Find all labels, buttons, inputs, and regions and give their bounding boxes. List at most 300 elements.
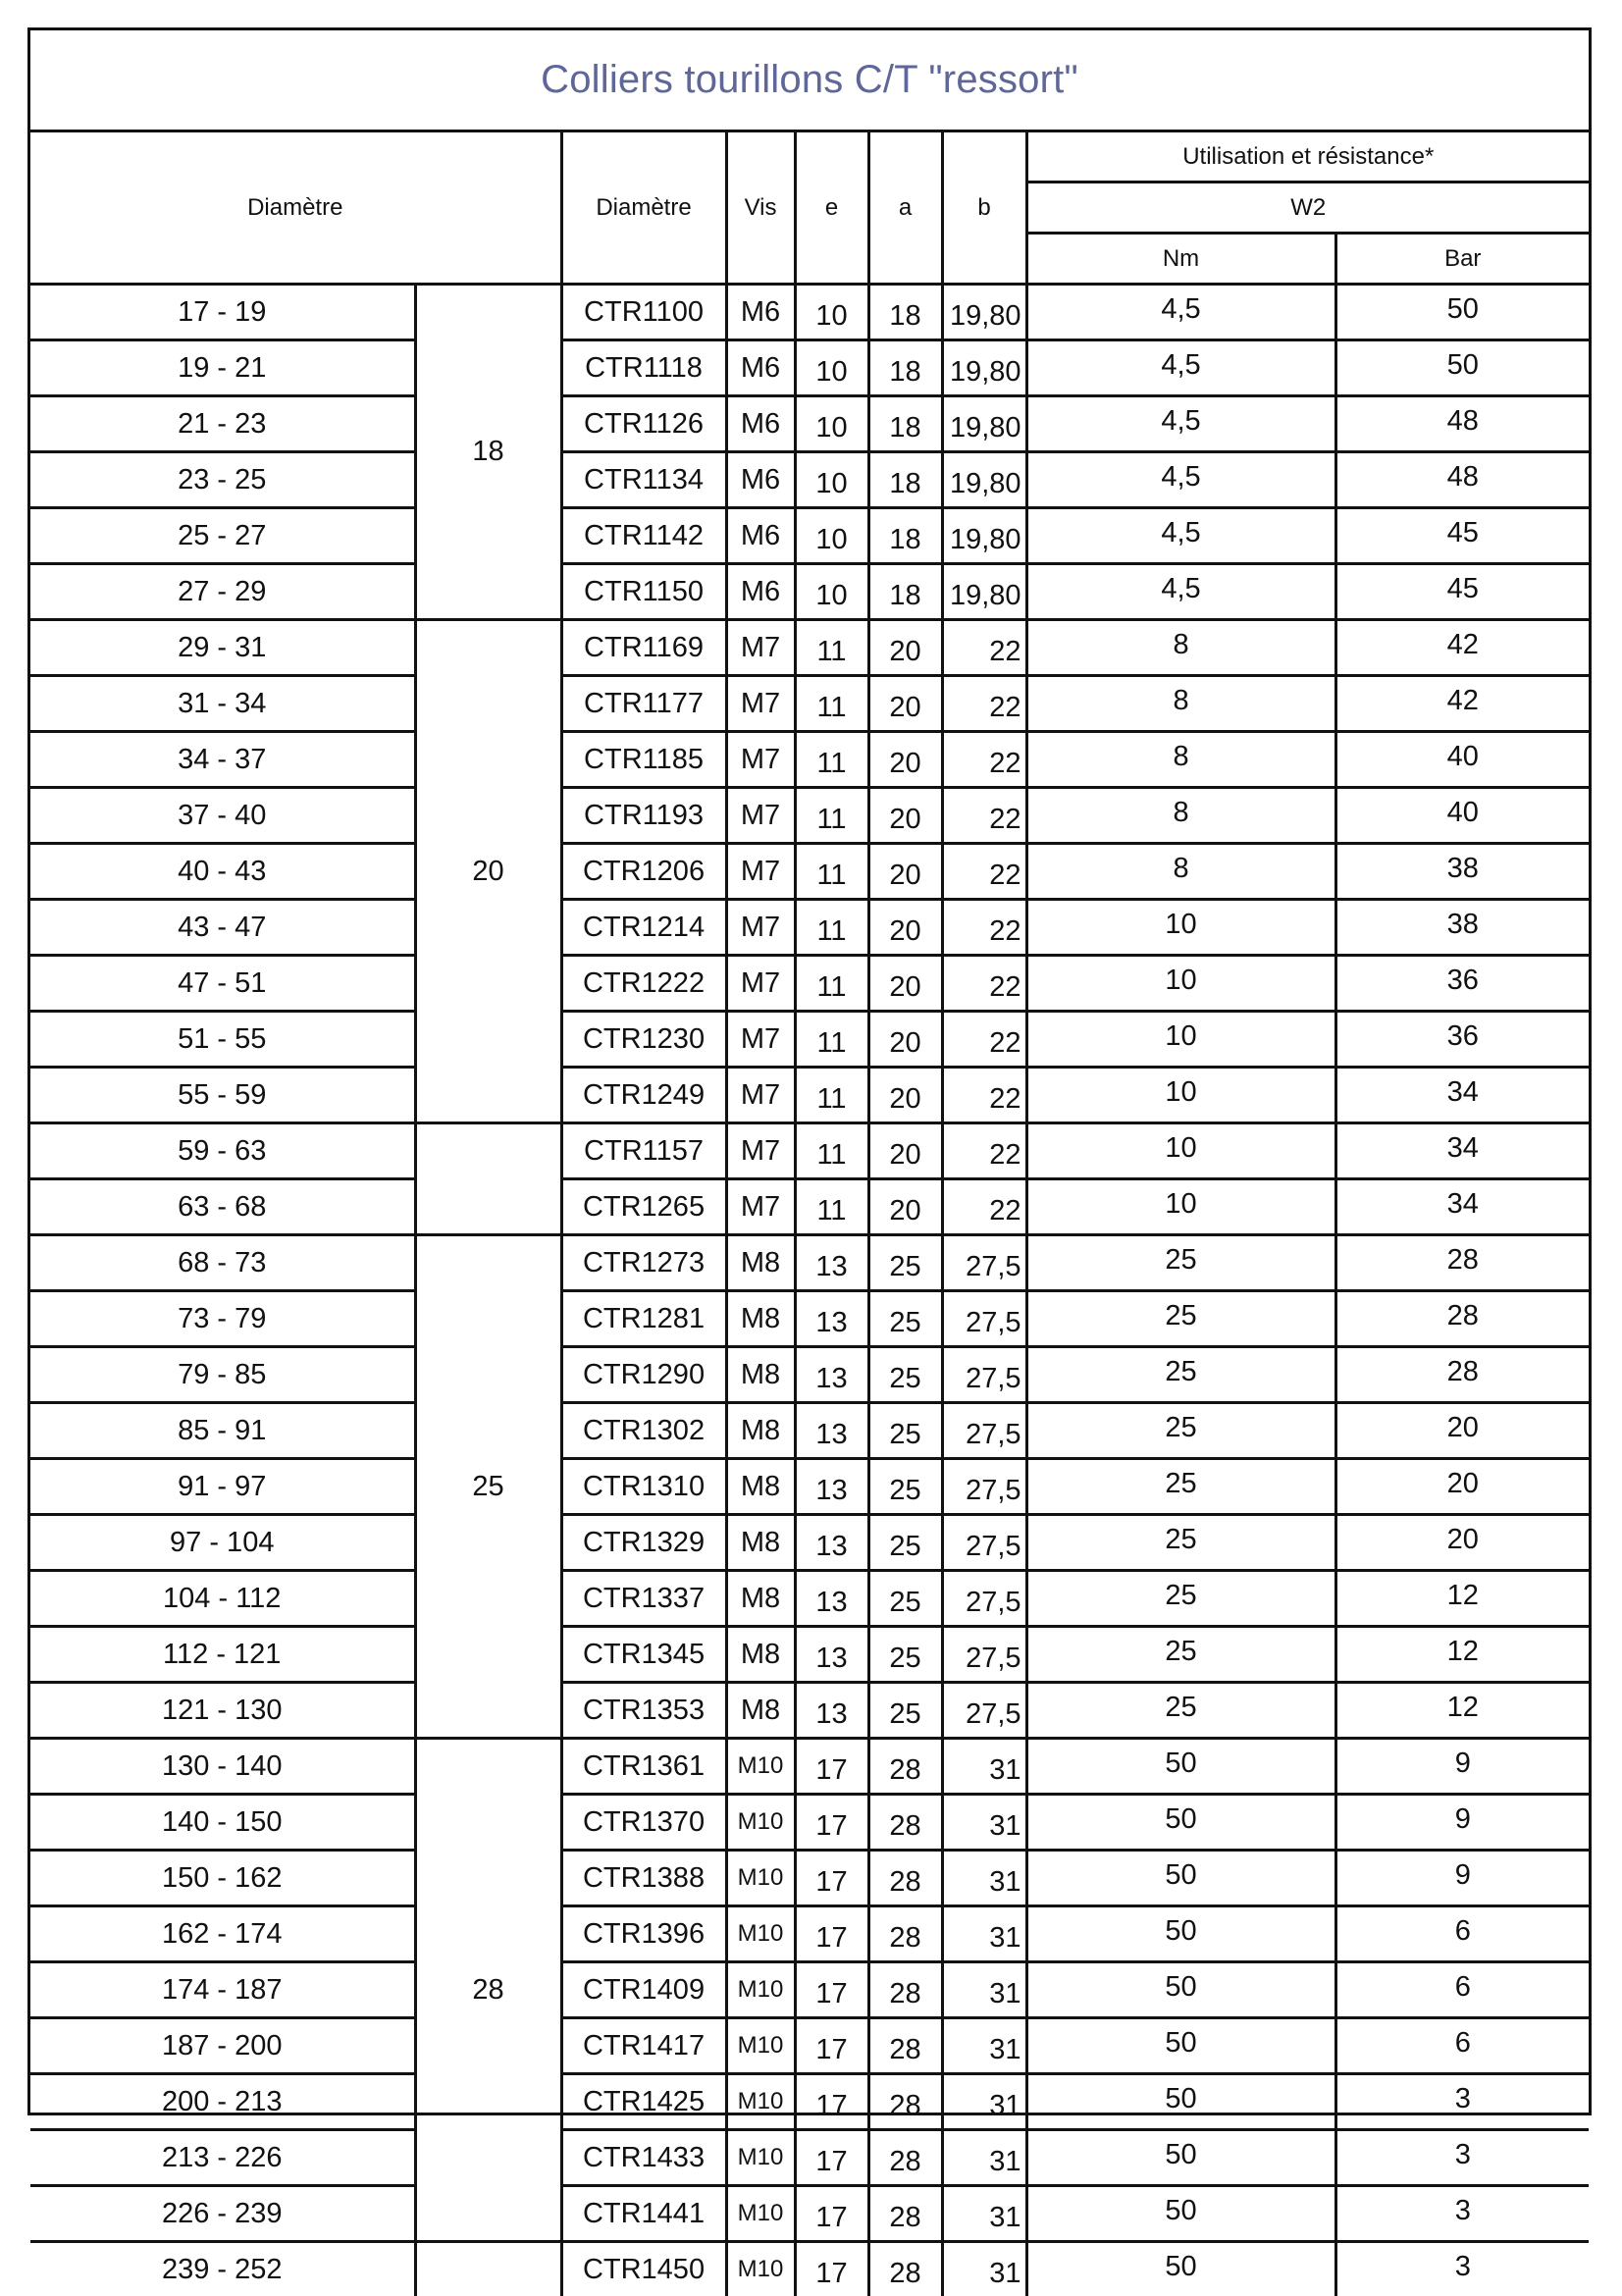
cell-vis: M8 bbox=[726, 1571, 795, 1627]
cell-ref: CTR1345 bbox=[561, 1627, 726, 1683]
cell-b: 22 bbox=[942, 788, 1026, 844]
cell-b: 22 bbox=[942, 620, 1026, 676]
cell-ref: CTR1273 bbox=[561, 1235, 726, 1291]
page-title: Colliers tourillons C/T "ressort" bbox=[541, 58, 1078, 102]
cell-vis: M10 bbox=[726, 2018, 795, 2074]
cell-ref: CTR1222 bbox=[561, 956, 726, 1012]
cell-nm: 25 bbox=[1026, 1291, 1335, 1347]
cell-e: 10 bbox=[795, 340, 868, 396]
cell-a: 25 bbox=[868, 1627, 942, 1683]
cell-b: 22 bbox=[942, 900, 1026, 956]
cell-nm: 50 bbox=[1026, 1739, 1335, 1795]
cell-a: 28 bbox=[868, 1739, 942, 1795]
cell-vis: M10 bbox=[726, 2130, 795, 2186]
header-diametre-ref: Diamètre bbox=[561, 132, 726, 285]
cell-range: 85 - 91 bbox=[30, 1403, 415, 1459]
cell-b: 31 bbox=[942, 1962, 1026, 2018]
cell-b: 27,5 bbox=[942, 1235, 1026, 1291]
cell-ref: CTR1193 bbox=[561, 788, 726, 844]
cell-nm: 8 bbox=[1026, 620, 1335, 676]
table-row bbox=[30, 2018, 1589, 2074]
cell-vis: M10 bbox=[726, 2074, 795, 2130]
cell-range: 40 - 43 bbox=[30, 844, 415, 900]
cell-range: 140 - 150 bbox=[30, 1795, 415, 1851]
cell-e: 17 bbox=[795, 1962, 868, 2018]
table-row bbox=[30, 285, 1589, 340]
cell-bar: 48 bbox=[1335, 452, 1589, 508]
table-row bbox=[30, 2186, 1589, 2242]
cell-ref: CTR1417 bbox=[561, 2018, 726, 2074]
cell-a: 20 bbox=[868, 844, 942, 900]
cell-ref: CTR1126 bbox=[561, 396, 726, 452]
table-row bbox=[30, 452, 1589, 508]
cell-bar: 3 bbox=[1335, 2186, 1589, 2242]
cell-a: 25 bbox=[868, 1571, 942, 1627]
table-row bbox=[30, 1683, 1589, 1739]
cell-b: 19,80 bbox=[942, 396, 1026, 452]
cell-range: 59 - 63 bbox=[30, 1123, 415, 1179]
cell-nm: 10 bbox=[1026, 900, 1335, 956]
cell-e: 10 bbox=[795, 396, 868, 452]
cell-bar: 36 bbox=[1335, 956, 1589, 1012]
cell-e: 11 bbox=[795, 900, 868, 956]
cell-e: 10 bbox=[795, 508, 868, 564]
cell-bar: 28 bbox=[1335, 1291, 1589, 1347]
cell-ref: CTR1142 bbox=[561, 508, 726, 564]
cell-nm: 4,5 bbox=[1026, 452, 1335, 508]
table-row bbox=[30, 1962, 1589, 2018]
cell-ref: CTR1353 bbox=[561, 1683, 726, 1739]
cell-range: 73 - 79 bbox=[30, 1291, 415, 1347]
cell-b: 22 bbox=[942, 956, 1026, 1012]
cell-nm: 8 bbox=[1026, 676, 1335, 732]
cell-b: 19,80 bbox=[942, 508, 1026, 564]
table-row bbox=[30, 508, 1589, 564]
cell-b: 19,80 bbox=[942, 340, 1026, 396]
table-row bbox=[30, 844, 1589, 900]
cell-e: 17 bbox=[795, 2130, 868, 2186]
cell-vis: M7 bbox=[726, 1012, 795, 1068]
cell-vis: M10 bbox=[726, 1962, 795, 2018]
table-row bbox=[30, 564, 1589, 620]
table-row bbox=[30, 676, 1589, 732]
table-row bbox=[30, 900, 1589, 956]
cell-e: 10 bbox=[795, 564, 868, 620]
cell-ref: CTR1230 bbox=[561, 1012, 726, 1068]
header-b: b bbox=[942, 132, 1026, 285]
cell-b: 27,5 bbox=[942, 1291, 1026, 1347]
cell-vis: M8 bbox=[726, 1403, 795, 1459]
cell-bar: 6 bbox=[1335, 1906, 1589, 1962]
header-nm: Nm bbox=[1026, 234, 1335, 285]
cell-range: 19 - 21 bbox=[30, 340, 415, 396]
cell-e: 11 bbox=[795, 1123, 868, 1179]
cell-nm: 10 bbox=[1026, 956, 1335, 1012]
cell-nm: 10 bbox=[1026, 1068, 1335, 1123]
cell-vis: M8 bbox=[726, 1515, 795, 1571]
cell-a: 18 bbox=[868, 340, 942, 396]
cell-ref: CTR1206 bbox=[561, 844, 726, 900]
table-row bbox=[30, 1739, 1589, 1795]
cell-range: 200 - 213 bbox=[30, 2074, 415, 2130]
cell-range: 29 - 31 bbox=[30, 620, 415, 676]
cell-b: 31 bbox=[942, 1851, 1026, 1906]
cell-bar: 50 bbox=[1335, 285, 1589, 340]
cell-group-diameter: 25 bbox=[415, 1235, 561, 1739]
cell-vis: M6 bbox=[726, 285, 795, 340]
cell-bar: 12 bbox=[1335, 1571, 1589, 1627]
cell-e: 17 bbox=[795, 2242, 868, 2296]
cell-range: 187 - 200 bbox=[30, 2018, 415, 2074]
header-utilisation: Utilisation et résistance* bbox=[1026, 132, 1589, 183]
cell-b: 27,5 bbox=[942, 1571, 1026, 1627]
cell-vis: M10 bbox=[726, 1851, 795, 1906]
cell-ref: CTR1441 bbox=[561, 2186, 726, 2242]
table-header bbox=[30, 132, 1589, 285]
table-row bbox=[30, 396, 1589, 452]
cell-bar: 28 bbox=[1335, 1347, 1589, 1403]
cell-bar: 34 bbox=[1335, 1179, 1589, 1235]
cell-nm: 10 bbox=[1026, 1179, 1335, 1235]
cell-e: 11 bbox=[795, 620, 868, 676]
cell-group-diameter bbox=[415, 2242, 561, 2296]
cell-nm: 50 bbox=[1026, 1906, 1335, 1962]
cell-b: 27,5 bbox=[942, 1403, 1026, 1459]
cell-vis: M8 bbox=[726, 1235, 795, 1291]
cell-nm: 8 bbox=[1026, 844, 1335, 900]
cell-e: 17 bbox=[795, 2074, 868, 2130]
cell-vis: M8 bbox=[726, 1347, 795, 1403]
cell-nm: 8 bbox=[1026, 788, 1335, 844]
table-row bbox=[30, 1291, 1589, 1347]
cell-nm: 50 bbox=[1026, 2074, 1335, 2130]
cell-b: 27,5 bbox=[942, 1515, 1026, 1571]
cell-e: 13 bbox=[795, 1235, 868, 1291]
cell-bar: 12 bbox=[1335, 1627, 1589, 1683]
cell-a: 25 bbox=[868, 1683, 942, 1739]
cell-nm: 4,5 bbox=[1026, 508, 1335, 564]
cell-ref: CTR1425 bbox=[561, 2074, 726, 2130]
table-row bbox=[30, 340, 1589, 396]
cell-bar: 45 bbox=[1335, 564, 1589, 620]
cell-ref: CTR1361 bbox=[561, 1739, 726, 1795]
cell-bar: 40 bbox=[1335, 788, 1589, 844]
cell-b: 31 bbox=[942, 2074, 1026, 2130]
cell-e: 17 bbox=[795, 1851, 868, 1906]
table-row bbox=[30, 2074, 1589, 2130]
cell-a: 25 bbox=[868, 1459, 942, 1515]
cell-e: 13 bbox=[795, 1571, 868, 1627]
header-bar: Bar bbox=[1335, 234, 1589, 285]
cell-ref: CTR1388 bbox=[561, 1851, 726, 1906]
cell-vis: M6 bbox=[726, 452, 795, 508]
cell-range: 150 - 162 bbox=[30, 1851, 415, 1906]
cell-range: 43 - 47 bbox=[30, 900, 415, 956]
cell-e: 17 bbox=[795, 1906, 868, 1962]
cell-vis: M7 bbox=[726, 1068, 795, 1123]
cell-range: 104 - 112 bbox=[30, 1571, 415, 1627]
cell-bar: 6 bbox=[1335, 2018, 1589, 2074]
cell-a: 20 bbox=[868, 1123, 942, 1179]
table-row bbox=[30, 1068, 1589, 1123]
cell-nm: 25 bbox=[1026, 1347, 1335, 1403]
cell-vis: M10 bbox=[726, 2186, 795, 2242]
cell-a: 18 bbox=[868, 396, 942, 452]
cell-range: 25 - 27 bbox=[30, 508, 415, 564]
cell-group-diameter: 28 bbox=[415, 1739, 561, 2242]
cell-bar: 42 bbox=[1335, 620, 1589, 676]
table-body bbox=[30, 285, 1589, 2296]
cell-nm: 50 bbox=[1026, 1795, 1335, 1851]
cell-vis: M8 bbox=[726, 1291, 795, 1347]
table-row bbox=[30, 1851, 1589, 1906]
cell-e: 17 bbox=[795, 2018, 868, 2074]
cell-group-diameter: 18 bbox=[415, 285, 561, 620]
cell-b: 27,5 bbox=[942, 1627, 1026, 1683]
cell-e: 13 bbox=[795, 1627, 868, 1683]
table-row bbox=[30, 1906, 1589, 1962]
cell-bar: 9 bbox=[1335, 1739, 1589, 1795]
cell-a: 25 bbox=[868, 1291, 942, 1347]
cell-range: 130 - 140 bbox=[30, 1739, 415, 1795]
cell-b: 22 bbox=[942, 844, 1026, 900]
table-row bbox=[30, 1179, 1589, 1235]
cell-nm: 4,5 bbox=[1026, 564, 1335, 620]
cell-range: 34 - 37 bbox=[30, 732, 415, 788]
cell-b: 31 bbox=[942, 2130, 1026, 2186]
cell-e: 13 bbox=[795, 1459, 868, 1515]
cell-bar: 38 bbox=[1335, 844, 1589, 900]
cell-vis: M7 bbox=[726, 788, 795, 844]
cell-a: 18 bbox=[868, 564, 942, 620]
cell-range: 239 - 252 bbox=[30, 2242, 415, 2296]
cell-ref: CTR1409 bbox=[561, 1962, 726, 2018]
cell-ref: CTR1157 bbox=[561, 1123, 726, 1179]
cell-e: 11 bbox=[795, 676, 868, 732]
cell-vis: M8 bbox=[726, 1683, 795, 1739]
cell-range: 68 - 73 bbox=[30, 1235, 415, 1291]
table-row bbox=[30, 788, 1589, 844]
cell-a: 28 bbox=[868, 2018, 942, 2074]
cell-b: 31 bbox=[942, 2186, 1026, 2242]
cell-vis: M7 bbox=[726, 956, 795, 1012]
cell-ref: CTR1396 bbox=[561, 1906, 726, 1962]
cell-group-diameter: 20 bbox=[415, 620, 561, 1123]
header-e: e bbox=[795, 132, 868, 285]
cell-range: 37 - 40 bbox=[30, 788, 415, 844]
table-row bbox=[30, 732, 1589, 788]
cell-a: 25 bbox=[868, 1347, 942, 1403]
cell-vis: M8 bbox=[726, 1459, 795, 1515]
cell-b: 19,80 bbox=[942, 564, 1026, 620]
cell-b: 22 bbox=[942, 1123, 1026, 1179]
cell-e: 13 bbox=[795, 1347, 868, 1403]
cell-vis: M7 bbox=[726, 676, 795, 732]
cell-a: 20 bbox=[868, 788, 942, 844]
cell-e: 11 bbox=[795, 956, 868, 1012]
cell-nm: 50 bbox=[1026, 1851, 1335, 1906]
cell-nm: 25 bbox=[1026, 1459, 1335, 1515]
table-row bbox=[30, 1627, 1589, 1683]
cell-bar: 45 bbox=[1335, 508, 1589, 564]
cell-range: 174 - 187 bbox=[30, 1962, 415, 2018]
cell-bar: 36 bbox=[1335, 1012, 1589, 1068]
cell-bar: 9 bbox=[1335, 1851, 1589, 1906]
cell-b: 31 bbox=[942, 2242, 1026, 2296]
cell-range: 112 - 121 bbox=[30, 1627, 415, 1683]
cell-bar: 9 bbox=[1335, 1795, 1589, 1851]
cell-b: 22 bbox=[942, 1012, 1026, 1068]
cell-bar: 3 bbox=[1335, 2242, 1589, 2296]
cell-nm: 50 bbox=[1026, 1962, 1335, 2018]
cell-nm: 50 bbox=[1026, 2018, 1335, 2074]
cell-range: 27 - 29 bbox=[30, 564, 415, 620]
cell-range: 55 - 59 bbox=[30, 1068, 415, 1123]
cell-e: 10 bbox=[795, 285, 868, 340]
cell-bar: 34 bbox=[1335, 1068, 1589, 1123]
cell-a: 20 bbox=[868, 732, 942, 788]
cell-ref: CTR1249 bbox=[561, 1068, 726, 1123]
cell-nm: 25 bbox=[1026, 1403, 1335, 1459]
cell-ref: CTR1302 bbox=[561, 1403, 726, 1459]
table-row bbox=[30, 956, 1589, 1012]
cell-range: 213 - 226 bbox=[30, 2130, 415, 2186]
cell-vis: M7 bbox=[726, 1123, 795, 1179]
table-row bbox=[30, 1515, 1589, 1571]
cell-ref: CTR1118 bbox=[561, 340, 726, 396]
cell-range: 97 - 104 bbox=[30, 1515, 415, 1571]
cell-ref: CTR1100 bbox=[561, 285, 726, 340]
cell-range: 21 - 23 bbox=[30, 396, 415, 452]
cell-ref: CTR1337 bbox=[561, 1571, 726, 1627]
table-row bbox=[30, 1235, 1589, 1291]
cell-ref: CTR1134 bbox=[561, 452, 726, 508]
cell-range: 31 - 34 bbox=[30, 676, 415, 732]
cell-e: 13 bbox=[795, 1291, 868, 1347]
cell-e: 17 bbox=[795, 2186, 868, 2242]
cell-bar: 38 bbox=[1335, 900, 1589, 956]
cell-a: 18 bbox=[868, 452, 942, 508]
table-row bbox=[30, 2242, 1589, 2296]
cell-nm: 4,5 bbox=[1026, 340, 1335, 396]
cell-b: 19,80 bbox=[942, 285, 1026, 340]
cell-vis: M7 bbox=[726, 844, 795, 900]
table-row bbox=[30, 620, 1589, 676]
cell-a: 20 bbox=[868, 900, 942, 956]
cell-nm: 50 bbox=[1026, 2130, 1335, 2186]
cell-b: 27,5 bbox=[942, 1347, 1026, 1403]
cell-a: 25 bbox=[868, 1403, 942, 1459]
cell-e: 11 bbox=[795, 788, 868, 844]
cell-ref: CTR1433 bbox=[561, 2130, 726, 2186]
cell-ref: CTR1169 bbox=[561, 620, 726, 676]
cell-nm: 25 bbox=[1026, 1571, 1335, 1627]
cell-vis: M6 bbox=[726, 340, 795, 396]
cell-nm: 50 bbox=[1026, 2242, 1335, 2296]
cell-ref: CTR1310 bbox=[561, 1459, 726, 1515]
cell-bar: 12 bbox=[1335, 1683, 1589, 1739]
cell-a: 20 bbox=[868, 620, 942, 676]
cell-nm: 25 bbox=[1026, 1235, 1335, 1291]
table-row bbox=[30, 1403, 1589, 1459]
cell-vis: M7 bbox=[726, 620, 795, 676]
cell-range: 23 - 25 bbox=[30, 452, 415, 508]
cell-bar: 20 bbox=[1335, 1459, 1589, 1515]
cell-ref: CTR1290 bbox=[561, 1347, 726, 1403]
cell-b: 31 bbox=[942, 1906, 1026, 1962]
cell-a: 18 bbox=[868, 508, 942, 564]
cell-vis: M7 bbox=[726, 1179, 795, 1235]
cell-e: 13 bbox=[795, 1683, 868, 1739]
cell-ref: CTR1214 bbox=[561, 900, 726, 956]
table-row bbox=[30, 1012, 1589, 1068]
cell-e: 11 bbox=[795, 732, 868, 788]
cell-a: 28 bbox=[868, 1795, 942, 1851]
cell-bar: 6 bbox=[1335, 1962, 1589, 2018]
cell-nm: 10 bbox=[1026, 1012, 1335, 1068]
cell-bar: 34 bbox=[1335, 1123, 1589, 1179]
cell-group-diameter bbox=[415, 1123, 561, 1235]
table-row bbox=[30, 1795, 1589, 1851]
cell-a: 28 bbox=[868, 2074, 942, 2130]
cell-range: 91 - 97 bbox=[30, 1459, 415, 1515]
cell-ref: CTR1370 bbox=[561, 1795, 726, 1851]
cell-e: 10 bbox=[795, 452, 868, 508]
cell-e: 13 bbox=[795, 1515, 868, 1571]
cell-range: 47 - 51 bbox=[30, 956, 415, 1012]
cell-ref: CTR1265 bbox=[561, 1179, 726, 1235]
table-row bbox=[30, 1571, 1589, 1627]
cell-vis: M7 bbox=[726, 732, 795, 788]
cell-range: 121 - 130 bbox=[30, 1683, 415, 1739]
cell-nm: 25 bbox=[1026, 1515, 1335, 1571]
cell-b: 31 bbox=[942, 2018, 1026, 2074]
cell-e: 11 bbox=[795, 1179, 868, 1235]
cell-b: 22 bbox=[942, 1068, 1026, 1123]
cell-range: 51 - 55 bbox=[30, 1012, 415, 1068]
cell-e: 13 bbox=[795, 1403, 868, 1459]
table-row bbox=[30, 1347, 1589, 1403]
cell-bar: 20 bbox=[1335, 1403, 1589, 1459]
spec-sheet bbox=[27, 27, 1592, 2115]
cell-e: 11 bbox=[795, 1012, 868, 1068]
cell-nm: 4,5 bbox=[1026, 285, 1335, 340]
cell-ref: CTR1185 bbox=[561, 732, 726, 788]
cell-range: 63 - 68 bbox=[30, 1179, 415, 1235]
cell-nm: 10 bbox=[1026, 1123, 1335, 1179]
cell-a: 20 bbox=[868, 1179, 942, 1235]
cell-a: 28 bbox=[868, 2130, 942, 2186]
header-w2: W2 bbox=[1026, 183, 1589, 234]
table-row bbox=[30, 2130, 1589, 2186]
cell-a: 20 bbox=[868, 1012, 942, 1068]
cell-a: 20 bbox=[868, 956, 942, 1012]
cell-bar: 40 bbox=[1335, 732, 1589, 788]
cell-vis: M6 bbox=[726, 396, 795, 452]
cell-b: 19,80 bbox=[942, 452, 1026, 508]
cell-a: 25 bbox=[868, 1515, 942, 1571]
cell-e: 17 bbox=[795, 1739, 868, 1795]
cell-a: 18 bbox=[868, 285, 942, 340]
cell-vis: M8 bbox=[726, 1627, 795, 1683]
cell-range: 162 - 174 bbox=[30, 1906, 415, 1962]
cell-range: 79 - 85 bbox=[30, 1347, 415, 1403]
cell-vis: M7 bbox=[726, 900, 795, 956]
cell-a: 28 bbox=[868, 1962, 942, 2018]
spec-table bbox=[30, 132, 1589, 2296]
cell-e: 17 bbox=[795, 1795, 868, 1851]
cell-a: 25 bbox=[868, 1235, 942, 1291]
